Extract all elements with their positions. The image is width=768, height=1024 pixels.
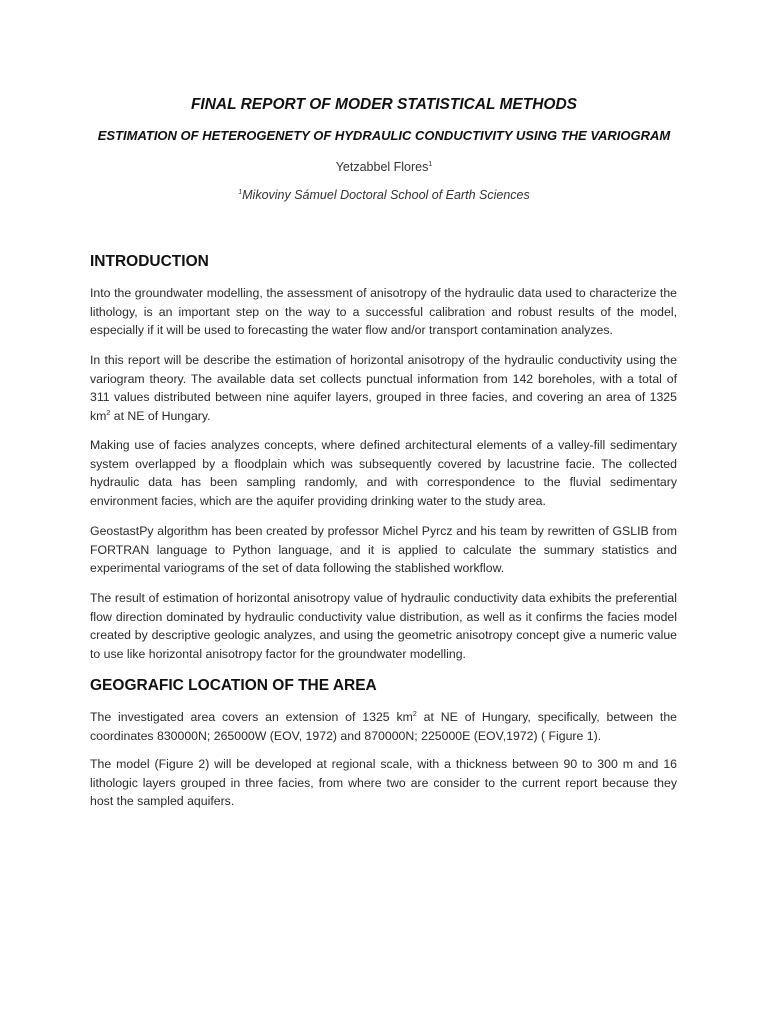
report-subtitle: ESTIMATION OF HETEROGENETY OF HYDRAULIC CONDUCTIVITY USING THE VARIOGRAM bbox=[97, 128, 671, 143]
intro-paragraph-2: In this report will be describe the estimation of horizontal anisotropy of the hydraulic conductivity using the variogram theory. The available data set collects punctual information from 142 boreholes, with a total of 311 values distributed between nine aquifer layers, grouped in three facies, and covering an area of 1325 $km^2$ at NE of Hungary. bbox=[90, 353, 677, 423]
location-heading: GEOGRAFIC LOCATION OF THE AREA bbox=[90, 677, 377, 694]
author-name: Yetzabbel Flores bbox=[335, 160, 429, 174]
author-superscript: 1 bbox=[428, 160, 433, 168]
affiliation-text: Mikoviny Sámuel Doctoral School of Earth Sciences bbox=[242, 188, 530, 202]
intro-paragraph-5: The result of estimation of horizontal anisotropy value of hydraulic conductivity data exhibits the preferential flow direction dominated by hydraulic conductivity value distribution, as well as it confirms the facies model created by descriptive geologic analyzes, and using the geometric anisotropy concept give a numeric value to use like horizontal anisotropy factor for the groundwater modelling. bbox=[90, 591, 677, 661]
affiliation-line bbox=[0, 188, 768, 202]
introduction-heading: INTRODUCTION bbox=[90, 253, 209, 270]
intro-paragraph-3: Making use of facies analyzes concepts, where defined architectural elements of a valley-fill sedimentary system overlapped by a floodplain which was subsequently covered by lacustrine facie. The collected hydraulic data has been sampling randomly, and with correspondence to the fluvial sedimentary environment facies, which are the aquifer providing drinking water to the study area. bbox=[90, 438, 677, 508]
location-paragraph-2: The model (Figure 2) will be developed at regional scale, with a thickness between 90 to 300 m and 16 lithologic layers grouped in three facies, from where two are consider to the current report because they host the sampled aquifers. bbox=[90, 757, 677, 809]
location-paragraph-1: The investigated area covers an extension of 1325 $km^2$ at NE of Hungary, specifically, between the coordinates 830000N; 265000W (EOV, 1972) and 870000N; 225000E (EOV,1972) ( Figure 1). bbox=[90, 710, 677, 743]
report-title: FINAL REPORT OF MODER STATISTICAL METHODS bbox=[190, 96, 578, 113]
author-line bbox=[0, 160, 768, 174]
affiliation-superscript: 1 bbox=[238, 188, 243, 196]
intro-paragraph-4: GeostastPy algorithm has been created by professor Michel Pyrcz and his team by rewritten of GSLIB from FORTRAN language to Python language, and it is applied to calculate the summary statistics and experimental variograms of the set of data following the stablished workflow. bbox=[90, 524, 677, 576]
intro-paragraph-1: Into the groundwater modelling, the assessment of anisotropy of the hydraulic data used to characterize the lithology, is an important step on the way to a successful calibration and robust results of the model, especially if it will be used to forecasting the water flow and/or transport contamination analyzes. bbox=[90, 286, 677, 338]
